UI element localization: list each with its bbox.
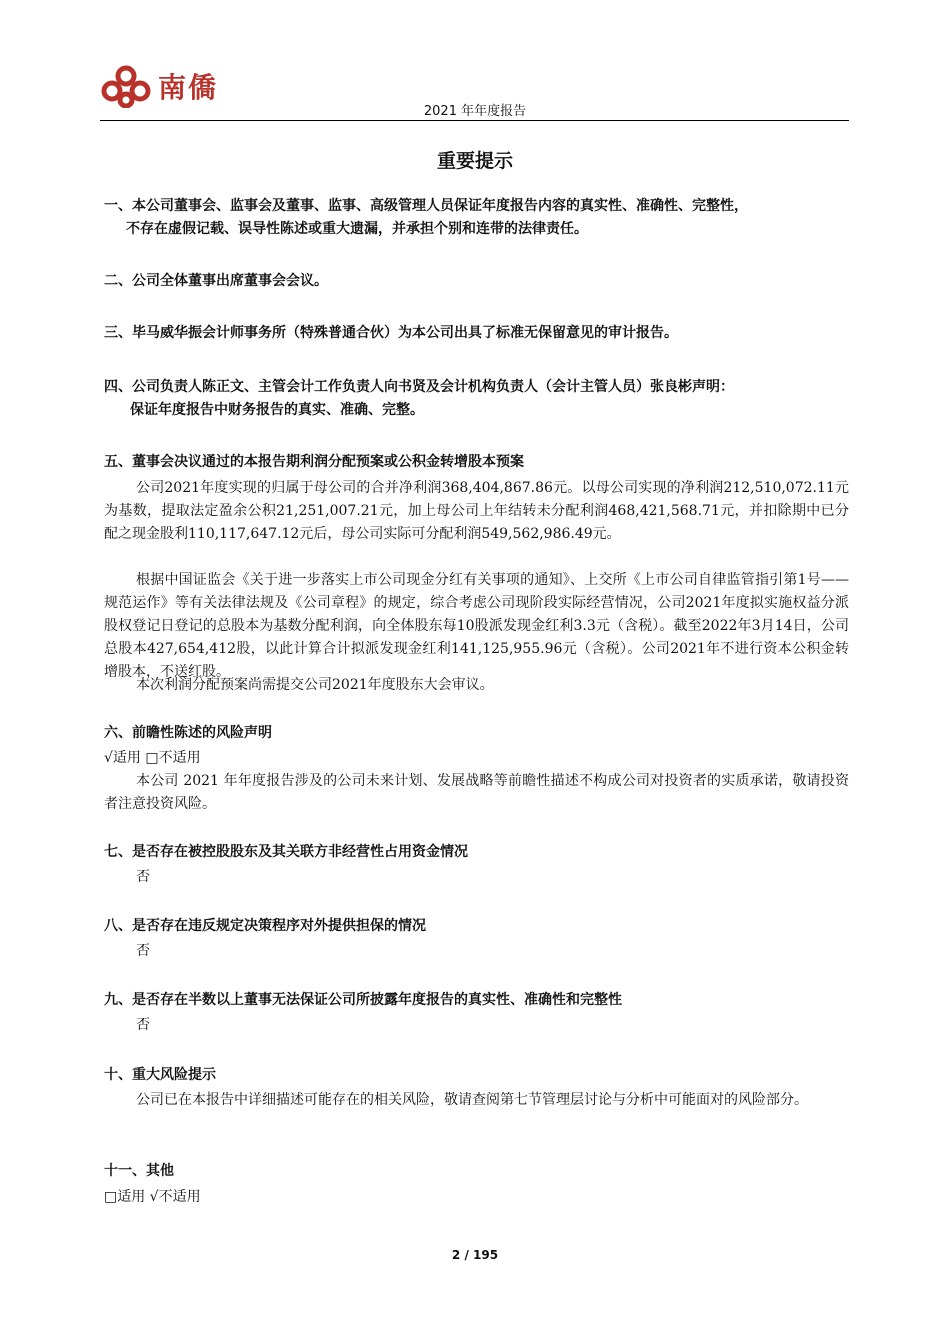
section-5-title: 五、董事会决议通过的本报告期利润分配预案或公积金转增股本预案	[104, 454, 524, 470]
page-number: 2 / 195	[451, 1248, 499, 1262]
section-4-title-line-1: 四、公司负责人陈正文、主管会计工作负责人向书贤及会计机构负责人（会计主管人员）张良彬声明：	[104, 379, 734, 395]
section-7-title: 七、是否存在被控股股东及其关联方非经营性占用资金情况	[104, 844, 468, 860]
section-5-paragraph-3: 本次利润分配预案尚需提交公司2021年度股东大会审议。	[136, 677, 494, 693]
report-header-title: 2021 年年度报告	[423, 104, 527, 119]
section-11-title: 十一、其他	[104, 1163, 174, 1179]
section-4-title	[104, 376, 849, 422]
section-2-title: 二、公司全体董事出席董事会会议。	[104, 273, 328, 289]
section-5-paragraph-1: 公司2021年度实现的归属于母公司的合并净利润368,404,867.86元。以母公司实现的净利润212,510,072.11元为基数，提取法定盈余公积21,251,007.21元，加上母公司上年结转未分配利润468,421,568.71元，并扣除期中已分配之现金股利110,117,647.12元后，母公司实际可分配利润549,562,986.49元。	[104, 480, 849, 542]
section-10-title: 十、重大风险提示	[104, 1067, 216, 1083]
section-1-title	[104, 195, 849, 241]
section-9-answer: 否	[136, 1017, 150, 1033]
section-6-title: 六、前瞻性陈述的风险声明	[104, 725, 272, 741]
section-11-applicability: □适用 √不适用	[104, 1189, 201, 1205]
section-8-title: 八、是否存在违反规定决策程序对外提供担保的情况	[104, 918, 426, 934]
section-5-paragraph-2: 根据中国证监会《关于进一步落实上市公司现金分红有关事项的通知》、上交所《上市公司自律监管指引第1号——规范运作》等有关法律法规及《公司章程》的规定，综合考虑公司现阶段实际经营情况，公司2021年度拟实施权益分派股权登记日登记的总股本为基数分配利润，向全体股东每10股派发现金红利3.3元（含税）。截至2022年3月14日，公司总股本427,654,412股，以此计算合计拟派发现金红利141,125,955.96元（含税）。公司2021年不进行资本公积金转增股本，不送红股。	[104, 572, 849, 680]
section-6-applicability: √适用 □不适用	[104, 750, 201, 766]
section-6-paragraph: 本公司 2021 年年度报告涉及的公司未来计划、发展战略等前瞻性描述不构成公司对投资者的实质承诺，敬请投资者注意投资风险。	[104, 773, 849, 812]
section-1-title-line-2: 不存在虚假记载、误导性陈述或重大遗漏，并承担个别和连带的法律责任。	[126, 221, 588, 237]
section-10-paragraph: 公司已在本报告中详细描述可能存在的相关风险，敬请查阅第七节管理层讨论与分析中可能面对的风险部分。	[136, 1092, 808, 1108]
section-8-answer: 否	[136, 943, 150, 959]
section-7-answer: 否	[136, 869, 150, 885]
section-4-title-line-2: 保证年度报告中财务报告的真实、准确、完整。	[130, 402, 424, 418]
section-1-title-line-1: 一、本公司董事会、监事会及董事、监事、高级管理人员保证年度报告内容的真实性、准确性、完整性，	[104, 198, 748, 214]
company-name: 南僑	[158, 71, 219, 104]
page-title: 重要提示	[436, 150, 513, 172]
section-9-title: 九、是否存在半数以上董事无法保证公司所披露年度报告的真实性、准确性和完整性	[104, 992, 622, 1008]
header-divider	[100, 120, 849, 121]
section-3-title: 三、毕马威华振会计师事务所（特殊普通合伙）为本公司出具了标准无保留意见的审计报告。	[104, 325, 678, 341]
